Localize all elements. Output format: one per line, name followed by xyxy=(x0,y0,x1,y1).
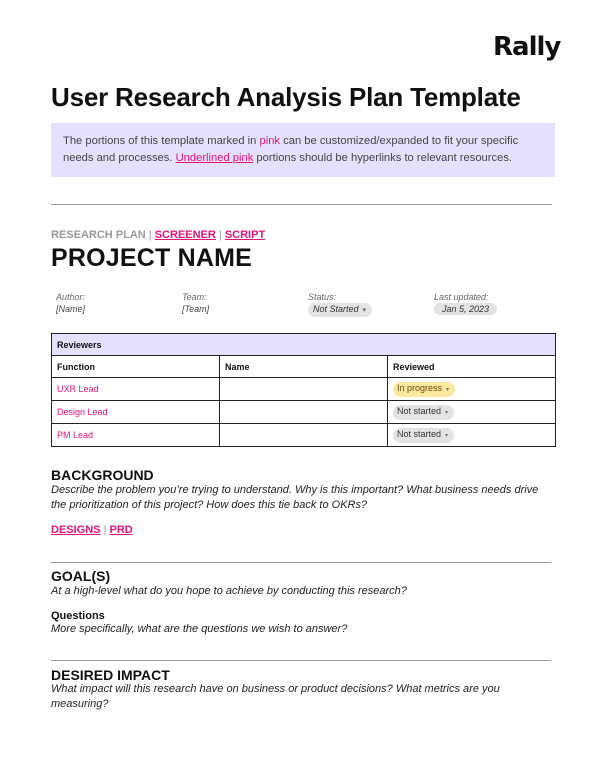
divider xyxy=(51,562,551,563)
meta-author xyxy=(56,291,85,315)
project-name[interactable]: PROJECT NAME xyxy=(51,244,253,272)
table-header-row xyxy=(52,356,556,378)
column-header: Function xyxy=(52,356,220,378)
author-label: Author: xyxy=(56,292,86,302)
updated-date-chip[interactable] xyxy=(434,303,497,315)
divider xyxy=(51,660,551,661)
reviewed-status-chip[interactable] xyxy=(393,428,454,443)
nav-separator: | xyxy=(218,229,222,241)
reviewed-cell xyxy=(388,378,556,401)
table-title-row xyxy=(52,334,556,356)
function-cell: PM Lead xyxy=(52,424,220,447)
note-underlined-pink: Underlined pink xyxy=(175,152,254,164)
note-text-1: The portions of this template marked in xyxy=(63,135,260,147)
reviewed-cell xyxy=(388,424,556,447)
nav-screener-link[interactable]: SCREENER xyxy=(154,229,216,241)
updated-label: Last updated: xyxy=(434,292,489,302)
name-cell[interactable] xyxy=(220,424,388,447)
chevron-down-icon: ▾ xyxy=(446,386,450,393)
background-text: Describe the problem you’re trying to understand. Why is this important? What business needs drive the prioritization of this project? How does this tie back to OKRs? xyxy=(51,484,539,511)
instructions-callout xyxy=(51,123,555,177)
rally-logo: Rally xyxy=(493,32,561,62)
team-label: Team: xyxy=(182,292,207,302)
reviewed-status-chip[interactable] xyxy=(393,382,455,397)
meta-team xyxy=(182,291,209,315)
prd-link[interactable]: PRD xyxy=(109,524,133,536)
divider xyxy=(51,204,552,205)
note-text-2: can be customized/expanded to fit your specific needs and processes. xyxy=(63,135,519,164)
column-header: Reviewed xyxy=(388,356,556,378)
note-text-3: portions should be hyperlinks to relevant resources. xyxy=(253,152,513,164)
chevron-down-icon: ▾ xyxy=(445,409,449,416)
nav-script-link[interactable]: SCRIPT xyxy=(224,229,266,241)
function-cell: Design Lead xyxy=(52,401,220,424)
reviewers-title: Reviewers xyxy=(52,334,556,356)
reviewed-status-chip[interactable] xyxy=(393,405,454,420)
note-pink-word: pink xyxy=(259,135,281,147)
background-links xyxy=(51,524,133,536)
link-separator: | xyxy=(103,524,107,536)
nav-research-plan: RESEARCH PLAN xyxy=(51,229,146,241)
reviewed-cell xyxy=(388,401,556,424)
table-row xyxy=(52,378,556,401)
meta-status xyxy=(308,291,372,317)
table-row xyxy=(52,401,556,424)
doc-nav xyxy=(51,229,265,241)
status-dropdown[interactable] xyxy=(308,303,372,317)
impact-text: What impact will this research have on business or product decisions? What metrics are you measuring? xyxy=(51,683,500,710)
name-cell[interactable] xyxy=(220,378,388,401)
questions-text: More specifically, what are the questions we wish to answer? xyxy=(51,623,348,635)
column-header: Name xyxy=(220,356,388,378)
reviewed-status-label: Not started xyxy=(397,405,442,416)
impact-heading: DESIRED IMPACT xyxy=(51,667,170,683)
goals-text: At a high-level what do you hope to achieve by conducting this research? xyxy=(51,585,407,597)
reviewers-table xyxy=(51,333,556,447)
table-row xyxy=(52,424,556,447)
chevron-down-icon: ▾ xyxy=(362,307,367,314)
nav-separator: | xyxy=(148,229,152,241)
team-value[interactable]: [Team] xyxy=(182,304,210,314)
designs-link[interactable]: DESIGNS xyxy=(51,524,101,536)
background-heading: BACKGROUND xyxy=(51,467,154,483)
status-label: Status: xyxy=(308,292,337,302)
function-cell: UXR Lead xyxy=(52,378,220,401)
chevron-down-icon: ▾ xyxy=(445,432,449,439)
author-value[interactable]: [Name] xyxy=(56,304,86,314)
name-cell[interactable] xyxy=(220,401,388,424)
questions-heading: Questions xyxy=(51,610,105,622)
reviewed-status-label: Not started xyxy=(397,428,442,439)
reviewed-status-label: In progress xyxy=(397,382,443,393)
updated-value: Jan 5, 2023 xyxy=(442,304,490,314)
page-title: User Research Analysis Plan Template xyxy=(51,82,521,112)
status-value: Not Started xyxy=(313,304,359,314)
goals-heading: GOAL(S) xyxy=(51,568,111,584)
meta-updated xyxy=(434,291,497,315)
